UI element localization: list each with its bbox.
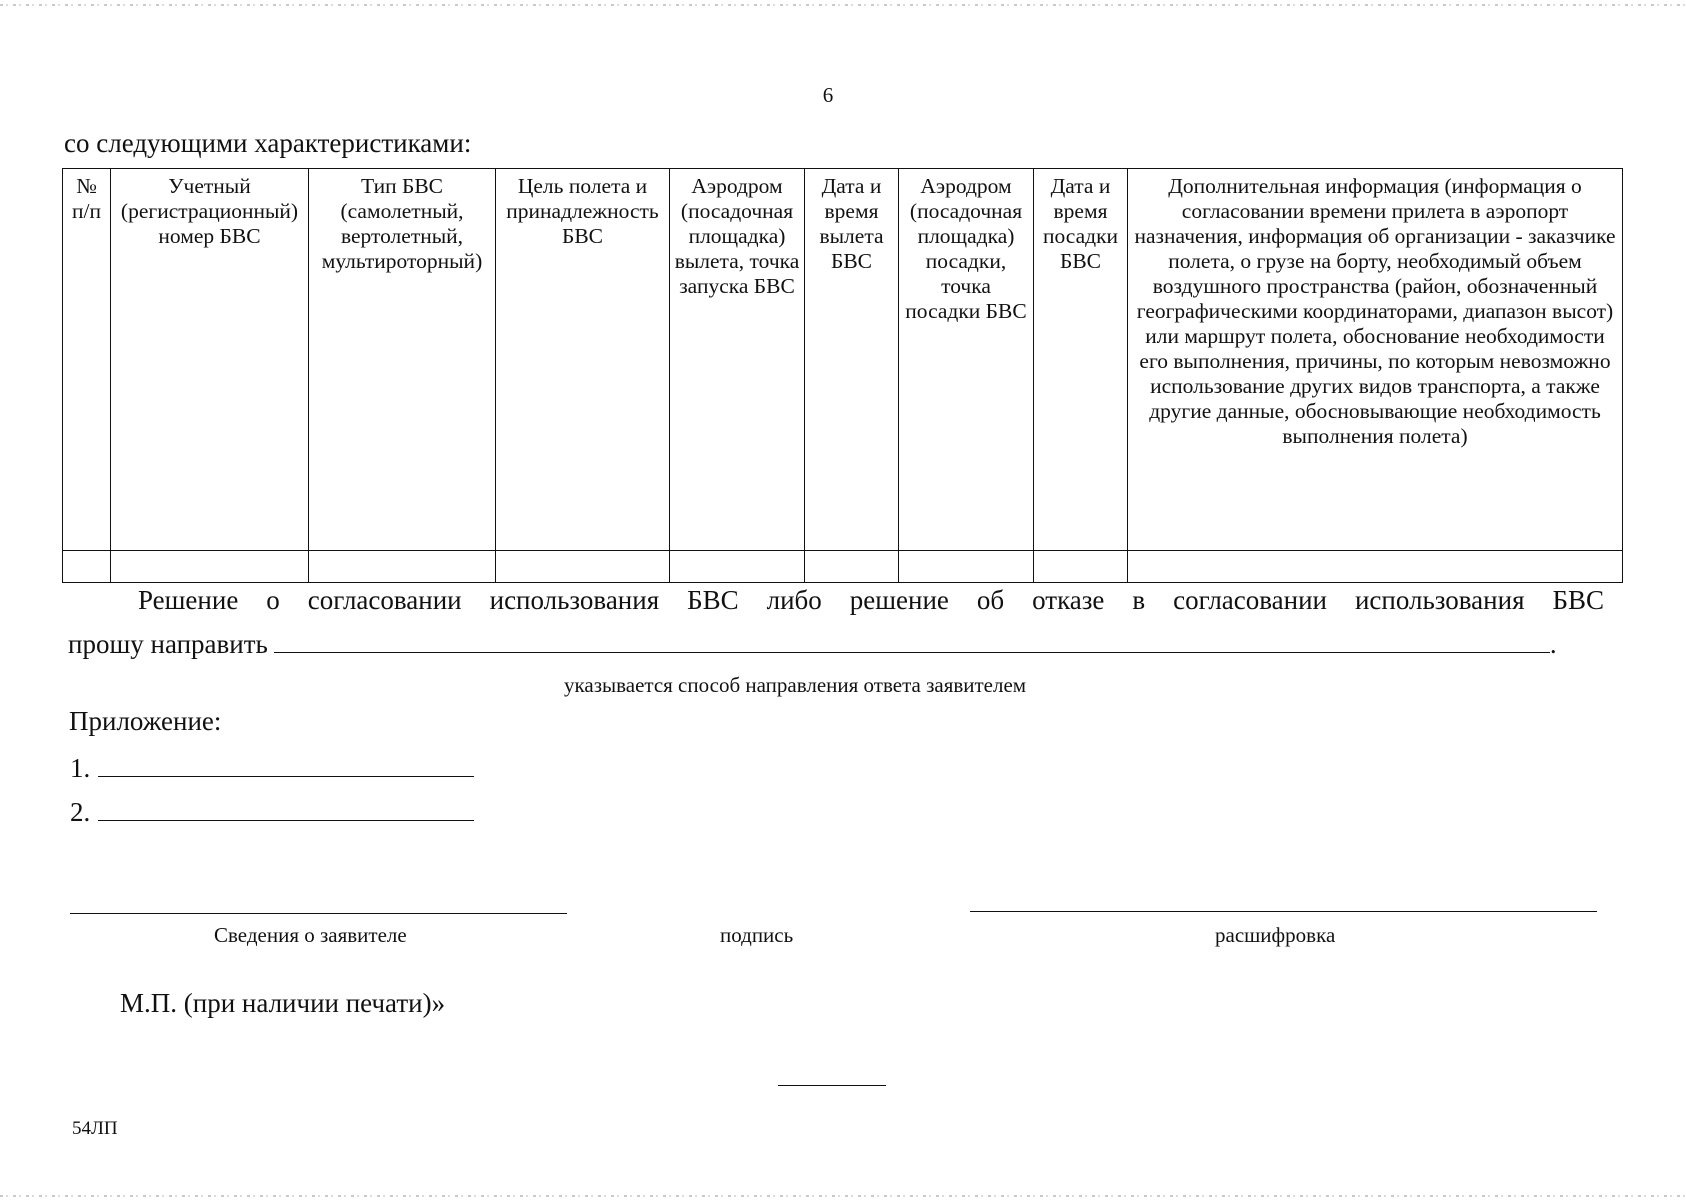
appendix-item-field[interactable] (98, 796, 474, 821)
end-divider (778, 1085, 886, 1086)
table-cell[interactable] (1128, 551, 1623, 583)
appendix-item-number: 1. (70, 753, 91, 783)
header-additional-info: Дополнительная информация (информация о согласовании времени прилета в аэропорт назначения, информация об организации - заказчике полета, о грузе на борту, необходимый объем воздушного пространства (район, обозначенный географическими координаторами, диапазон высот) или маршрут полета, обоснование необходимости его выполнения, причины, по которым невозможно использование других видов транспорта, а также другие данные, обосновывающие необходимость выполнения полета) (1128, 169, 1623, 551)
appendix-item-field[interactable] (98, 752, 474, 777)
footer-code: 54ЛП (72, 1118, 118, 1139)
table-cell[interactable] (1034, 551, 1128, 583)
appendix-item (70, 796, 474, 828)
send-method-caption: указывается способ направления ответа заявителем (564, 673, 1027, 697)
send-method-line (68, 628, 1557, 660)
header-flight-purpose: Цель полета и принадлежность БВС (496, 169, 670, 551)
header-registration-number: Учетный (регистрационный) номер БВС (111, 169, 309, 551)
intro-text: со следующими характеристиками: (64, 128, 472, 158)
table-cell[interactable] (63, 551, 111, 583)
table-cell[interactable] (309, 551, 496, 583)
table-cell[interactable] (670, 551, 805, 583)
appendix-title: Приложение: (69, 706, 222, 736)
characteristics-table (62, 168, 1623, 583)
decode-caption: расшифровка (1215, 923, 1336, 947)
table-header-row (63, 169, 1623, 551)
decode-line[interactable] (970, 911, 1597, 912)
page-number: 6 (822, 83, 834, 107)
header-uav-type: Тип БВС (самолетный, вертолетный, мультироторный) (309, 169, 496, 551)
table-row (63, 551, 1623, 583)
applicant-info-line[interactable] (70, 913, 567, 914)
header-landing-aerodrome: Аэродром (посадочная площадка) посадки, точка посадки БВС (899, 169, 1034, 551)
send-end-period: . (1549, 629, 1557, 659)
header-landing-datetime: Дата и время посадки БВС (1034, 169, 1128, 551)
stamp-place: М.П. (при наличии печати)» (120, 988, 446, 1018)
scan-edge-bottom (0, 1195, 1686, 1197)
table-cell[interactable] (899, 551, 1034, 583)
appendix-item (70, 752, 474, 784)
signature-caption: подпись (720, 923, 794, 947)
applicant-info-caption: Сведения о заявителе (214, 923, 407, 947)
table-cell[interactable] (111, 551, 309, 583)
header-departure-datetime: Дата и время вылета БВС (805, 169, 899, 551)
scan-edge-top (0, 4, 1686, 6)
decision-paragraph: Решение о согласовании использования БВС либо решение об отказе в согласовании использования БВС (138, 585, 1604, 615)
table-cell[interactable] (805, 551, 899, 583)
header-departure-aerodrome: Аэродром (посадочная площадка) вылета, точка запуска БВС (670, 169, 805, 551)
appendix-item-number: 2. (70, 797, 91, 827)
send-label: прошу направить (68, 629, 268, 659)
header-number: № п/п (63, 169, 111, 551)
send-method-field[interactable] (274, 628, 1550, 653)
table-cell[interactable] (496, 551, 670, 583)
